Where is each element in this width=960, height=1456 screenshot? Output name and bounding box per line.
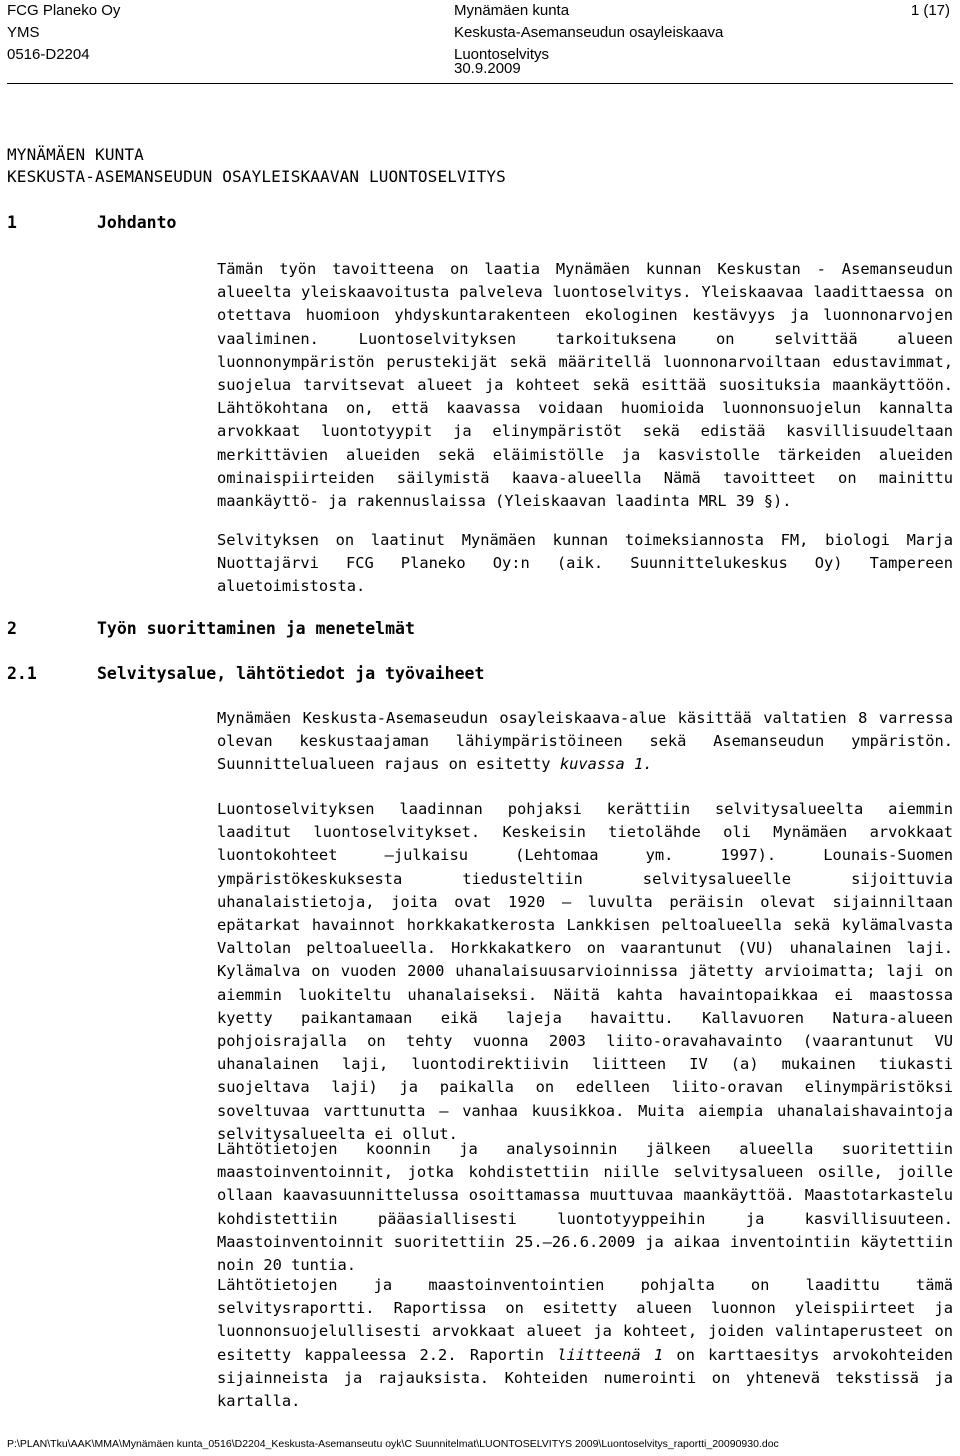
paragraph-author: Selvityksen on laatinut Mynämäen kunnan toimeksiannosta FM, biologi Marja Nuottajärvi FCG Planeko Oy:n (aik. Suunnittelukeskus Oy) Tampereen aluetoimistosta.: [217, 531, 953, 596]
document-code: 0516-D2204: [7, 46, 90, 63]
page-number: 1 (17): [910, 2, 950, 19]
section-2-heading: [7, 619, 415, 638]
doc-title-line2: KESKUSTA-ASEMANSEUDUN OSAYLEISKAAVAN LUONTOSELVITYS: [7, 167, 506, 186]
paragraph-goal: Tämän työn tavoitteena on laatia Mynämäen kunnan Keskustan - Asemanseudun alueelta yleiskaavoitusta palveleva luontoselvitys. Yleiskaavaa laadittaessa on otettava huomioon yhdyskuntarakenteen ekologinen kestävyys ja luonnonarvojen vaaliminen. Luontoselvityksen tarkoituksena on selvittää alueen luonnonympäristön perustekijät sekä määritellä luonnonarvoiltaan edustavimmat, suojelua tarvitsevat alueet ja kohteet sekä esittää suosituksia maankäyttöön. Lähtökohtana on, että kaavassa voidaan huomioida luonnonsuojelun kannalta arvokkaat luontotyypit ja elinympäristöt sekä edistää kasvillisuudeltaan merkittävien alueiden sekä eläimistölle ja kasvistolle tärkeiden alueiden ominaispiirteiden säilymistä kaava-alueella Nämä tavoitteet on mainittu maankäyttö- ja rakennuslaissa (Yleiskaavan laadinta MRL 39 §).: [217, 260, 953, 511]
report-name: Luontoselvitys: [454, 46, 550, 63]
paragraph-background-data: Luontoselvityksen laadinnan pohjaksi kerättiin selvitysalueelta aiemmin laaditut luontoselvitykset. Keskeisin tietolähde oli Mynämäen arvokkaat luontokohteet —julkaisu (Lehtomaa ym. 1997). Lounais-Suomen ympäristökeskuksesta tiedusteltiin selvitysalueelle sijoittuvia uhanalaistietoja, joita ovat 1920 — luvulta peräisin olevat sijainniltaan epätarkat havainnot horkkakatkerosta Lankkisen peltoalueella sekä kylämalvasta Valtolan peltoalueella. Horkkakatkero on vaarantunut (VU) uhanalainen laji. Kylämalva on vuoden 2000 uhanalaisuusarvioinnissa jätetty arvioimatta; laji on aiemmin luokiteltu uhanalaiseksi. Näitä kahta havaintopaikkaa ei maastossa kyetty paikantamaan eikä lajeja havaittu. Kallavuoren Natura-alueen pohjoisrajalla on tehty vuonna 2003 liito-oravahavainto (vaarantunut VU uhanalainen laji, luontodirektiivin liitteen IV (a) mukainen tiukasti suojeltava laji) ja paikalla on edelleen liito-oravan elinympäristöksi soveltuvaa varttunutta — vanhaa kuusikkoa. Muita aiempia uhanalaishavaintoja selvitysalueelta ei ollut.: [217, 800, 953, 1143]
section-2-1-heading: [7, 664, 484, 683]
section-2-number: 2: [7, 619, 17, 638]
section-2-title: Työn suorittaminen ja menetelmät: [97, 619, 415, 638]
file-path-footer: P:\PLAN\Tku\AAK\MMA\Mynämäen kunta_0516\D2204_Keskusta-Asemanseutu oyk\C Suunnitelmat\LUONTOSELVITYS 2009\Luontoselvitys_raportti_20090930.doc: [7, 1438, 779, 1450]
section-1-heading: [7, 213, 176, 232]
paragraph-study-area: [217, 707, 953, 777]
study-area-text: Mynämäen Keskusta-Asemaseudun osayleiskaava-alue käsittää valtatien 8 varressa olevan keskustaajaman lähiympäristöineen sekä Asemanseudun ympäristön. Suunnittelualueen rajaus on esitetty: [217, 709, 953, 774]
appendix-reference: liitteenä 1: [557, 1345, 664, 1364]
doc-title-line1: MYNÄMÄEN KUNTA: [7, 145, 144, 164]
section-1-number: 1: [7, 213, 17, 232]
header-middle: [454, 0, 723, 66]
intro-paragraph: [217, 258, 953, 513]
section-1-title: Johdanto: [97, 213, 177, 232]
report-contents-text-a: Lähtötietojen ja maastoinventointien pohjalta on laadittu tämä selvitysraportti. Raportissa on esitetty alueen luonnon yleispiirteet ja luonnonsuojelullisesti arvokkaat alueet ja kohteet, joiden valintaperusteet on esitetty kappaleessa 2.2. Raportin: [217, 1276, 953, 1364]
report-contents-paragraph: [217, 1274, 953, 1413]
background-data-paragraph: [217, 798, 953, 1146]
study-area-paragraph: [217, 707, 953, 777]
company-name: FCG Planeko Oy: [7, 2, 121, 19]
header-divider: [7, 83, 953, 84]
header-left: [7, 0, 120, 66]
author-paragraph: [217, 529, 953, 599]
section-2-1-number: 2.1: [7, 664, 37, 683]
header-date: 30.9.2009: [454, 60, 521, 77]
unit-name: YMS: [7, 24, 40, 41]
plan-name: Keskusta-Asemanseudun osayleiskaava: [454, 24, 724, 41]
paragraph-fieldwork: Lähtötietojen koonnin ja analysoinnin jälkeen alueella suoritettiin maastoinventoinnit, jotka kohdistettiin niille selvitysalueen osille, joille ollaan kaavasuunnittelussa osoittamassa muuttuvaa maankäyttöä. Maastotarkastelu kohdistettiin pääasiallisesti luontotyyppeihin ja kasvillisuuteen. Maastoinventoinnit suoritettiin 25.—26.6.2009 ja aikaa inventointiin käytettiin noin 20 tuntia.: [217, 1140, 953, 1275]
figure-reference: kuvassa 1.: [559, 755, 653, 774]
fieldwork-paragraph: [217, 1138, 953, 1277]
paragraph-report-contents: [217, 1274, 953, 1413]
municipality-name: Mynämäen kunta: [454, 2, 570, 19]
section-2-1-title: Selvitysalue, lähtötiedot ja työvaiheet: [97, 664, 485, 683]
report-contents-text-b: on karttaesitys arvokohteiden sijainneista ja rajauksista. Kohteiden numerointi on yhtenevä tekstissä ja kartalla.: [217, 1345, 953, 1411]
